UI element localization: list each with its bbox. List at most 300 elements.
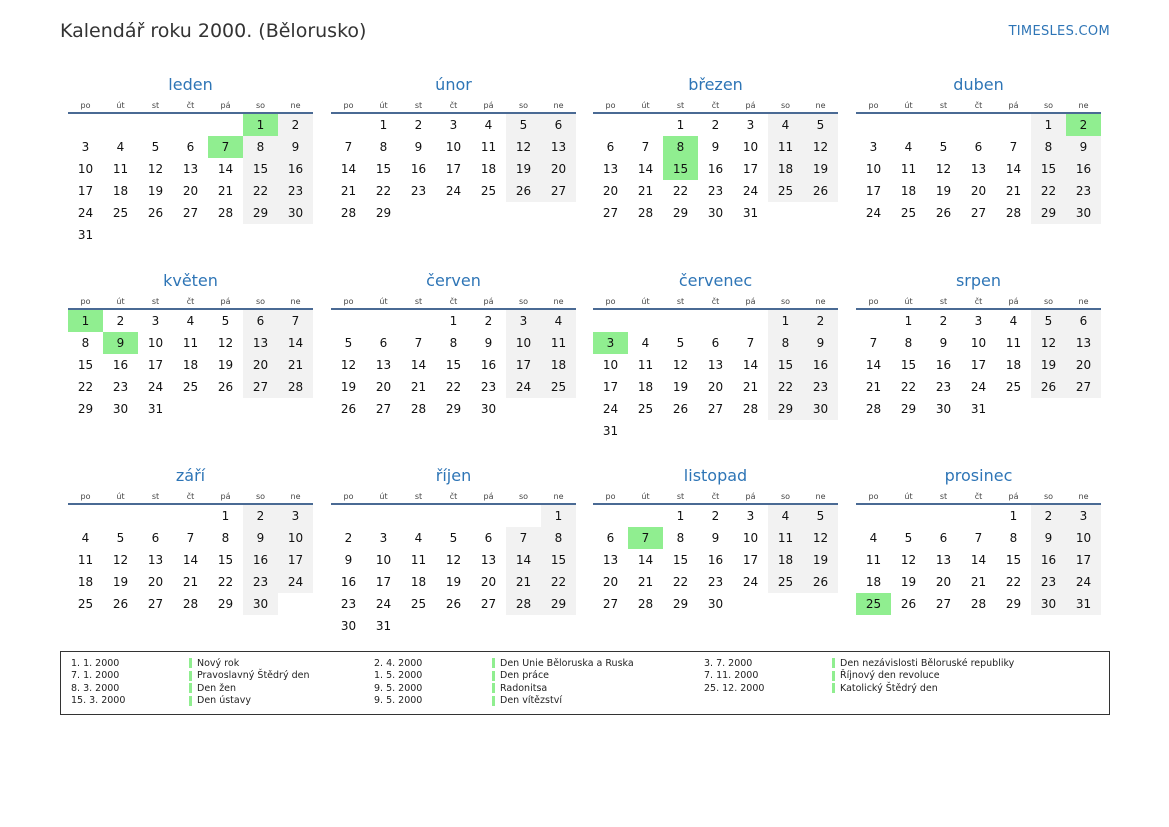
day-cell[interactable]: 19 — [217, 358, 234, 372]
day-cell[interactable]: 22 — [1005, 575, 1022, 589]
day-cell[interactable]: 4 — [81, 531, 90, 545]
day-cell[interactable]: 30 — [707, 206, 724, 220]
day-cell[interactable]: 26 — [672, 402, 689, 416]
day-cell[interactable]: 7 — [414, 336, 423, 350]
day-cell[interactable]: 12 — [803, 527, 838, 549]
day-cell[interactable]: 1 — [768, 310, 803, 332]
day-cell[interactable]: 2 — [344, 531, 353, 545]
day-cell[interactable]: 1 — [904, 314, 913, 328]
day-cell[interactable]: 3 — [1066, 505, 1101, 527]
day-cell[interactable]: 24 — [147, 380, 164, 394]
day-cell[interactable]: 30 — [707, 597, 724, 611]
day-cell[interactable]: 16 — [278, 158, 313, 180]
day-cell[interactable]: 19 — [445, 575, 462, 589]
day-cell[interactable]: 16 — [410, 162, 427, 176]
day-cell[interactable]: 28 — [217, 206, 234, 220]
day-cell[interactable]: 2 — [939, 314, 948, 328]
day-cell[interactable]: 22 — [768, 376, 803, 398]
day-cell[interactable]: 9 — [484, 336, 493, 350]
day-cell[interactable]: 4 — [484, 118, 493, 132]
day-cell[interactable]: 14 — [217, 162, 234, 176]
day-cell[interactable]: 11 — [410, 553, 427, 567]
day-cell[interactable]: 23 — [1066, 180, 1101, 202]
day-cell[interactable]: 22 — [445, 380, 462, 394]
day-cell[interactable]: 10 — [970, 336, 987, 350]
day-cell[interactable]: 11 — [541, 332, 576, 354]
day-cell[interactable]: 23 — [278, 180, 313, 202]
day-cell[interactable]: 30 — [278, 202, 313, 224]
day-cell[interactable]: 10 — [77, 162, 94, 176]
day-cell[interactable]: 9 — [939, 336, 948, 350]
day-cell[interactable]: 5 — [803, 505, 838, 527]
day-cell[interactable]: 12 — [147, 162, 164, 176]
day-cell[interactable]: 15 — [445, 358, 462, 372]
day-cell[interactable]: 11 — [768, 136, 803, 158]
day-cell[interactable]: 2 — [711, 118, 720, 132]
day-cell[interactable]: 16 — [243, 549, 278, 571]
day-cell[interactable]: 10 — [375, 553, 392, 567]
day-cell[interactable]: 16 — [1031, 549, 1066, 571]
day-cell[interactable]: 6 — [541, 114, 576, 136]
day-cell[interactable]: 12 — [506, 136, 541, 158]
day-cell[interactable]: 23 — [1031, 571, 1066, 593]
day-cell[interactable]: 14 — [506, 549, 541, 571]
day-cell[interactable]: 1 — [243, 114, 278, 136]
day-cell[interactable]: 26 — [217, 380, 234, 394]
day-cell[interactable]: 26 — [147, 206, 164, 220]
day-cell[interactable]: 22 — [1031, 180, 1066, 202]
day-cell[interactable]: 26 — [900, 597, 917, 611]
day-cell[interactable]: 9 — [414, 140, 423, 154]
day-cell[interactable]: 18 — [77, 575, 94, 589]
day-cell[interactable]: 29 — [768, 398, 803, 420]
day-cell[interactable]: 31 — [742, 206, 759, 220]
day-cell[interactable]: 10 — [742, 531, 759, 545]
day-cell[interactable]: 5 — [676, 336, 685, 350]
day-cell[interactable]: 19 — [340, 380, 357, 394]
day-cell[interactable]: 25 — [637, 402, 654, 416]
day-cell[interactable]: 16 — [480, 358, 497, 372]
day-cell[interactable]: 20 — [541, 158, 576, 180]
day-cell[interactable]: 6 — [379, 336, 388, 350]
day-cell[interactable]: 24 — [865, 206, 882, 220]
day-cell[interactable]: 2 — [1066, 114, 1101, 136]
day-cell[interactable]: 4 — [116, 140, 125, 154]
day-cell[interactable]: 14 — [340, 162, 357, 176]
day-cell[interactable]: 25 — [856, 593, 891, 615]
day-cell[interactable]: 7 — [869, 336, 878, 350]
day-cell[interactable]: 13 — [182, 162, 199, 176]
day-cell[interactable]: 23 — [803, 376, 838, 398]
day-cell[interactable]: 4 — [414, 531, 423, 545]
day-cell[interactable]: 19 — [112, 575, 129, 589]
day-cell[interactable]: 17 — [865, 184, 882, 198]
day-cell[interactable]: 17 — [278, 549, 313, 571]
day-cell[interactable]: 9 — [1066, 136, 1101, 158]
day-cell[interactable]: 23 — [935, 380, 952, 394]
day-cell[interactable]: 17 — [742, 162, 759, 176]
day-cell[interactable]: 19 — [935, 184, 952, 198]
day-cell[interactable]: 30 — [340, 619, 357, 633]
day-cell[interactable]: 13 — [935, 553, 952, 567]
day-cell[interactable]: 13 — [243, 332, 278, 354]
day-cell[interactable]: 21 — [340, 184, 357, 198]
day-cell[interactable]: 3 — [593, 332, 628, 354]
day-cell[interactable]: 8 — [663, 136, 698, 158]
day-cell[interactable]: 30 — [935, 402, 952, 416]
day-cell[interactable]: 25 — [768, 180, 803, 202]
day-cell[interactable]: 29 — [541, 593, 576, 615]
day-cell[interactable]: 28 — [278, 376, 313, 398]
day-cell[interactable]: 29 — [672, 597, 689, 611]
day-cell[interactable]: 30 — [1066, 202, 1101, 224]
day-cell[interactable]: 2 — [484, 314, 493, 328]
day-cell[interactable]: 15 — [77, 358, 94, 372]
day-cell[interactable]: 23 — [410, 184, 427, 198]
day-cell[interactable]: 31 — [1066, 593, 1101, 615]
day-cell[interactable]: 28 — [340, 206, 357, 220]
day-cell[interactable]: 7 — [974, 531, 983, 545]
day-cell[interactable]: 12 — [340, 358, 357, 372]
day-cell[interactable]: 13 — [480, 553, 497, 567]
day-cell[interactable]: 17 — [77, 184, 94, 198]
day-cell[interactable]: 15 — [217, 553, 234, 567]
day-cell[interactable]: 25 — [112, 206, 129, 220]
day-cell[interactable]: 28 — [410, 402, 427, 416]
day-cell[interactable]: 11 — [637, 358, 654, 372]
day-cell[interactable]: 3 — [278, 505, 313, 527]
day-cell[interactable]: 21 — [182, 575, 199, 589]
day-cell[interactable]: 25 — [410, 597, 427, 611]
day-cell[interactable]: 7 — [641, 140, 650, 154]
day-cell[interactable]: 24 — [1066, 571, 1101, 593]
day-cell[interactable]: 27 — [602, 597, 619, 611]
day-cell[interactable]: 27 — [480, 597, 497, 611]
day-cell[interactable]: 5 — [939, 140, 948, 154]
day-cell[interactable]: 10 — [147, 336, 164, 350]
day-cell[interactable]: 11 — [900, 162, 917, 176]
day-cell[interactable]: 31 — [970, 402, 987, 416]
day-cell[interactable]: 25 — [480, 184, 497, 198]
day-cell[interactable]: 23 — [480, 380, 497, 394]
day-cell[interactable]: 13 — [541, 136, 576, 158]
day-cell[interactable]: 8 — [676, 531, 685, 545]
day-cell[interactable]: 11 — [77, 553, 94, 567]
day-cell[interactable]: 22 — [672, 575, 689, 589]
day-cell[interactable]: 24 — [77, 206, 94, 220]
day-cell[interactable]: 6 — [711, 336, 720, 350]
day-cell[interactable]: 21 — [637, 575, 654, 589]
site-link[interactable]: TIMESLES.COM — [1008, 24, 1110, 39]
day-cell[interactable]: 23 — [707, 184, 724, 198]
day-cell[interactable]: 25 — [900, 206, 917, 220]
day-cell[interactable]: 16 — [1066, 158, 1101, 180]
day-cell[interactable]: 17 — [445, 162, 462, 176]
day-cell[interactable]: 26 — [935, 206, 952, 220]
day-cell[interactable]: 18 — [900, 184, 917, 198]
day-cell[interactable]: 2 — [711, 509, 720, 523]
day-cell[interactable]: 14 — [865, 358, 882, 372]
day-cell[interactable]: 13 — [602, 162, 619, 176]
day-cell[interactable]: 8 — [243, 136, 278, 158]
day-cell[interactable]: 25 — [541, 376, 576, 398]
day-cell[interactable]: 13 — [147, 553, 164, 567]
day-cell[interactable]: 17 — [1066, 549, 1101, 571]
day-cell[interactable]: 19 — [147, 184, 164, 198]
day-cell[interactable]: 4 — [869, 531, 878, 545]
day-cell[interactable]: 18 — [768, 158, 803, 180]
day-cell[interactable]: 10 — [278, 527, 313, 549]
day-cell[interactable]: 24 — [742, 184, 759, 198]
day-cell[interactable]: 22 — [243, 180, 278, 202]
day-cell[interactable]: 26 — [445, 597, 462, 611]
day-cell[interactable]: 2 — [116, 314, 125, 328]
day-cell[interactable]: 8 — [904, 336, 913, 350]
day-cell[interactable]: 28 — [506, 593, 541, 615]
day-cell[interactable]: 7 — [1009, 140, 1018, 154]
day-cell[interactable]: 5 — [449, 531, 458, 545]
day-cell[interactable]: 21 — [865, 380, 882, 394]
day-cell[interactable]: 24 — [445, 184, 462, 198]
day-cell[interactable]: 29 — [900, 402, 917, 416]
day-cell[interactable]: 9 — [344, 553, 353, 567]
day-cell[interactable]: 28 — [970, 597, 987, 611]
day-cell[interactable]: 16 — [340, 575, 357, 589]
day-cell[interactable]: 11 — [182, 336, 199, 350]
day-cell[interactable]: 1 — [541, 505, 576, 527]
day-cell[interactable]: 4 — [641, 336, 650, 350]
day-cell[interactable]: 28 — [637, 206, 654, 220]
day-cell[interactable]: 10 — [602, 358, 619, 372]
day-cell[interactable]: 17 — [970, 358, 987, 372]
day-cell[interactable]: 15 — [768, 354, 803, 376]
day-cell[interactable]: 13 — [707, 358, 724, 372]
day-cell[interactable]: 15 — [900, 358, 917, 372]
day-cell[interactable]: 6 — [1066, 310, 1101, 332]
day-cell[interactable]: 10 — [506, 332, 541, 354]
day-cell[interactable]: 3 — [746, 118, 755, 132]
day-cell[interactable]: 6 — [243, 310, 278, 332]
day-cell[interactable]: 9 — [803, 332, 838, 354]
day-cell[interactable]: 5 — [904, 531, 913, 545]
day-cell[interactable]: 12 — [445, 553, 462, 567]
day-cell[interactable]: 17 — [742, 553, 759, 567]
day-cell[interactable]: 22 — [900, 380, 917, 394]
day-cell[interactable]: 3 — [974, 314, 983, 328]
day-cell[interactable]: 6 — [606, 140, 615, 154]
day-cell[interactable]: 18 — [865, 575, 882, 589]
day-cell[interactable]: 14 — [742, 358, 759, 372]
day-cell[interactable]: 7 — [746, 336, 755, 350]
day-cell[interactable]: 1 — [1031, 114, 1066, 136]
day-cell[interactable]: 25 — [1005, 380, 1022, 394]
day-cell[interactable]: 23 — [707, 575, 724, 589]
day-cell[interactable]: 27 — [147, 597, 164, 611]
day-cell[interactable]: 27 — [375, 402, 392, 416]
day-cell[interactable]: 4 — [904, 140, 913, 154]
day-cell[interactable]: 18 — [768, 549, 803, 571]
day-cell[interactable]: 26 — [112, 597, 129, 611]
day-cell[interactable]: 8 — [379, 140, 388, 154]
day-cell[interactable]: 16 — [935, 358, 952, 372]
day-cell[interactable]: 30 — [243, 593, 278, 615]
day-cell[interactable]: 1 — [221, 509, 230, 523]
day-cell[interactable]: 27 — [970, 206, 987, 220]
day-cell[interactable]: 23 — [112, 380, 129, 394]
day-cell[interactable]: 8 — [449, 336, 458, 350]
day-cell[interactable]: 17 — [602, 380, 619, 394]
day-cell[interactable]: 15 — [672, 553, 689, 567]
day-cell[interactable]: 20 — [707, 380, 724, 394]
day-cell[interactable]: 5 — [506, 114, 541, 136]
day-cell[interactable]: 15 — [541, 549, 576, 571]
day-cell[interactable]: 6 — [606, 531, 615, 545]
day-cell[interactable]: 21 — [1005, 184, 1022, 198]
day-cell[interactable]: 13 — [602, 553, 619, 567]
day-cell[interactable]: 22 — [217, 575, 234, 589]
day-cell[interactable]: 14 — [410, 358, 427, 372]
day-cell[interactable]: 4 — [1009, 314, 1018, 328]
day-cell[interactable]: 5 — [803, 114, 838, 136]
day-cell[interactable]: 27 — [182, 206, 199, 220]
day-cell[interactable]: 29 — [243, 202, 278, 224]
day-cell[interactable]: 13 — [970, 162, 987, 176]
day-cell[interactable]: 30 — [803, 398, 838, 420]
day-cell[interactable]: 17 — [375, 575, 392, 589]
day-cell[interactable]: 15 — [663, 158, 698, 180]
day-cell[interactable]: 7 — [186, 531, 195, 545]
day-cell[interactable]: 19 — [1031, 354, 1066, 376]
day-cell[interactable]: 31 — [77, 228, 94, 242]
day-cell[interactable]: 20 — [935, 575, 952, 589]
day-cell[interactable]: 6 — [939, 531, 948, 545]
day-cell[interactable]: 23 — [340, 597, 357, 611]
day-cell[interactable]: 7 — [344, 140, 353, 154]
day-cell[interactable]: 20 — [375, 380, 392, 394]
day-cell[interactable]: 15 — [375, 162, 392, 176]
day-cell[interactable]: 9 — [711, 140, 720, 154]
day-cell[interactable]: 16 — [112, 358, 129, 372]
day-cell[interactable]: 29 — [445, 402, 462, 416]
day-cell[interactable]: 2 — [803, 310, 838, 332]
day-cell[interactable]: 22 — [375, 184, 392, 198]
day-cell[interactable]: 21 — [970, 575, 987, 589]
day-cell[interactable]: 2 — [1031, 505, 1066, 527]
day-cell[interactable]: 18 — [182, 358, 199, 372]
day-cell[interactable]: 1 — [676, 509, 685, 523]
day-cell[interactable]: 10 — [742, 140, 759, 154]
day-cell[interactable]: 18 — [541, 354, 576, 376]
day-cell[interactable]: 1 — [676, 118, 685, 132]
day-cell[interactable]: 22 — [672, 184, 689, 198]
day-cell[interactable]: 20 — [147, 575, 164, 589]
day-cell[interactable]: 20 — [243, 354, 278, 376]
day-cell[interactable]: 2 — [243, 505, 278, 527]
day-cell[interactable]: 29 — [1031, 202, 1066, 224]
day-cell[interactable]: 18 — [410, 575, 427, 589]
day-cell[interactable]: 21 — [637, 184, 654, 198]
day-cell[interactable]: 28 — [742, 402, 759, 416]
day-cell[interactable]: 30 — [1031, 593, 1066, 615]
day-cell[interactable]: 7 — [208, 136, 243, 158]
day-cell[interactable]: 21 — [742, 380, 759, 394]
day-cell[interactable]: 22 — [77, 380, 94, 394]
day-cell[interactable]: 1 — [1009, 509, 1018, 523]
day-cell[interactable]: 3 — [506, 310, 541, 332]
day-cell[interactable]: 9 — [1031, 527, 1066, 549]
day-cell[interactable]: 8 — [1009, 531, 1018, 545]
day-cell[interactable]: 25 — [768, 571, 803, 593]
day-cell[interactable]: 12 — [803, 136, 838, 158]
day-cell[interactable]: 3 — [869, 140, 878, 154]
day-cell[interactable]: 26 — [803, 180, 838, 202]
day-cell[interactable]: 1 — [68, 310, 103, 332]
day-cell[interactable]: 14 — [1005, 162, 1022, 176]
day-cell[interactable]: 6 — [974, 140, 983, 154]
day-cell[interactable]: 18 — [112, 184, 129, 198]
day-cell[interactable]: 18 — [637, 380, 654, 394]
day-cell[interactable]: 27 — [935, 597, 952, 611]
day-cell[interactable]: 30 — [480, 402, 497, 416]
day-cell[interactable]: 20 — [602, 184, 619, 198]
day-cell[interactable]: 3 — [449, 118, 458, 132]
day-cell[interactable]: 31 — [602, 424, 619, 438]
day-cell[interactable]: 27 — [243, 376, 278, 398]
day-cell[interactable]: 17 — [506, 354, 541, 376]
day-cell[interactable]: 29 — [1005, 597, 1022, 611]
day-cell[interactable]: 27 — [541, 180, 576, 202]
day-cell[interactable]: 8 — [541, 527, 576, 549]
day-cell[interactable]: 27 — [1066, 376, 1101, 398]
day-cell[interactable]: 21 — [278, 354, 313, 376]
day-cell[interactable]: 11 — [1005, 336, 1022, 350]
day-cell[interactable]: 31 — [147, 402, 164, 416]
day-cell[interactable]: 12 — [672, 358, 689, 372]
day-cell[interactable]: 6 — [186, 140, 195, 154]
day-cell[interactable]: 3 — [379, 531, 388, 545]
day-cell[interactable]: 20 — [1066, 354, 1101, 376]
day-cell[interactable]: 7 — [628, 527, 663, 549]
day-cell[interactable]: 5 — [151, 140, 160, 154]
day-cell[interactable]: 26 — [1031, 376, 1066, 398]
day-cell[interactable]: 28 — [637, 597, 654, 611]
day-cell[interactable]: 1 — [379, 118, 388, 132]
day-cell[interactable]: 14 — [637, 162, 654, 176]
day-cell[interactable]: 16 — [707, 553, 724, 567]
day-cell[interactable]: 26 — [506, 180, 541, 202]
day-cell[interactable]: 8 — [1031, 136, 1066, 158]
day-cell[interactable]: 22 — [541, 571, 576, 593]
day-cell[interactable]: 20 — [182, 184, 199, 198]
day-cell[interactable]: 12 — [935, 162, 952, 176]
day-cell[interactable]: 24 — [506, 376, 541, 398]
day-cell[interactable]: 23 — [243, 571, 278, 593]
day-cell[interactable]: 3 — [151, 314, 160, 328]
day-cell[interactable]: 6 — [151, 531, 160, 545]
day-cell[interactable]: 19 — [672, 380, 689, 394]
day-cell[interactable]: 21 — [217, 184, 234, 198]
day-cell[interactable]: 21 — [506, 571, 541, 593]
day-cell[interactable]: 13 — [375, 358, 392, 372]
day-cell[interactable]: 19 — [900, 575, 917, 589]
day-cell[interactable]: 16 — [803, 354, 838, 376]
day-cell[interactable]: 27 — [602, 206, 619, 220]
day-cell[interactable]: 18 — [1005, 358, 1022, 372]
day-cell[interactable]: 17 — [147, 358, 164, 372]
day-cell[interactable]: 26 — [803, 571, 838, 593]
day-cell[interactable]: 20 — [480, 575, 497, 589]
day-cell[interactable]: 11 — [112, 162, 129, 176]
